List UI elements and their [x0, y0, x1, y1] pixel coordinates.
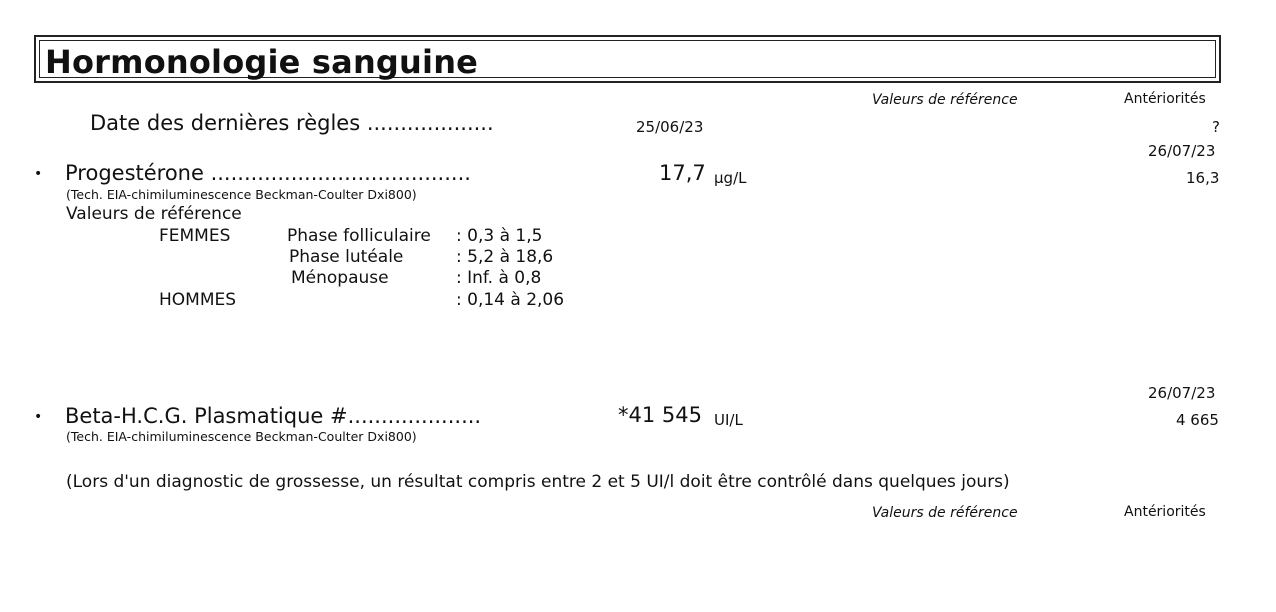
progesterone-previous-date: 26/07/23: [1148, 142, 1216, 160]
last-period-value: 25/06/23: [636, 118, 704, 136]
section-title-box: [34, 35, 1221, 83]
beta-hcg-previous-date: 26/07/23: [1148, 384, 1216, 402]
header-previous-results: Antériorités: [1124, 91, 1206, 107]
reference-phase-follicular: Phase folliculaire: [287, 226, 431, 246]
pregnancy-diagnosis-note: (Lors d'un diagnostic de grossesse, un résultat compris entre 2 et 5 UI/l doit être contrôlé dans quelques jours): [66, 472, 1010, 492]
beta-hcg-technique: (Tech. EIA-chimiluminescence Beckman-Coulter Dxi800): [66, 429, 417, 444]
header-reference-values: Valeurs de référence: [872, 92, 1018, 108]
beta-hcg-label: Beta-H.C.G. Plasmatique #....................: [65, 404, 482, 428]
reference-range-follicular: : 0,3 à 1,5: [456, 226, 543, 246]
reference-women-label: FEMMES: [159, 226, 231, 246]
progesterone-previous-value: 16,3: [1186, 169, 1220, 187]
last-period-previous: ?: [1212, 118, 1220, 136]
progesterone-value: 17,7: [659, 161, 706, 185]
beta-hcg-previous-value: 4 665: [1176, 411, 1219, 429]
beta-hcg-unit: UI/L: [714, 411, 743, 429]
reference-men-label: HOMMES: [159, 290, 237, 310]
footer-header-previous-results: Antériorités: [1124, 504, 1206, 520]
beta-hcg-bullet: •: [34, 409, 43, 425]
reference-range-luteal: : 5,2 à 18,6: [456, 247, 554, 267]
section-title: Hormonologie sanguine: [45, 43, 479, 81]
reference-phase-luteal: Phase lutéale: [289, 247, 404, 267]
progesterone-label: Progestérone .......................................: [65, 161, 471, 185]
section-title-inner-border: [39, 40, 1216, 81]
reference-range-menopause: : Inf. à 0,8: [456, 268, 542, 288]
progesterone-unit: µg/L: [714, 169, 747, 187]
progesterone-bullet: •: [34, 166, 43, 182]
last-period-label: Date des dernières règles ...................: [90, 111, 494, 135]
reference-phase-menopause: Ménopause: [291, 268, 389, 288]
footer-header-reference-values: Valeurs de référence: [872, 505, 1018, 521]
progesterone-technique: (Tech. EIA-chimiluminescence Beckman-Coulter Dxi800): [66, 187, 417, 202]
reference-range-men: : 0,14 à 2,06: [456, 290, 565, 310]
progesterone-reference-heading: Valeurs de référence: [66, 204, 242, 224]
beta-hcg-value: *41 545: [618, 403, 702, 427]
